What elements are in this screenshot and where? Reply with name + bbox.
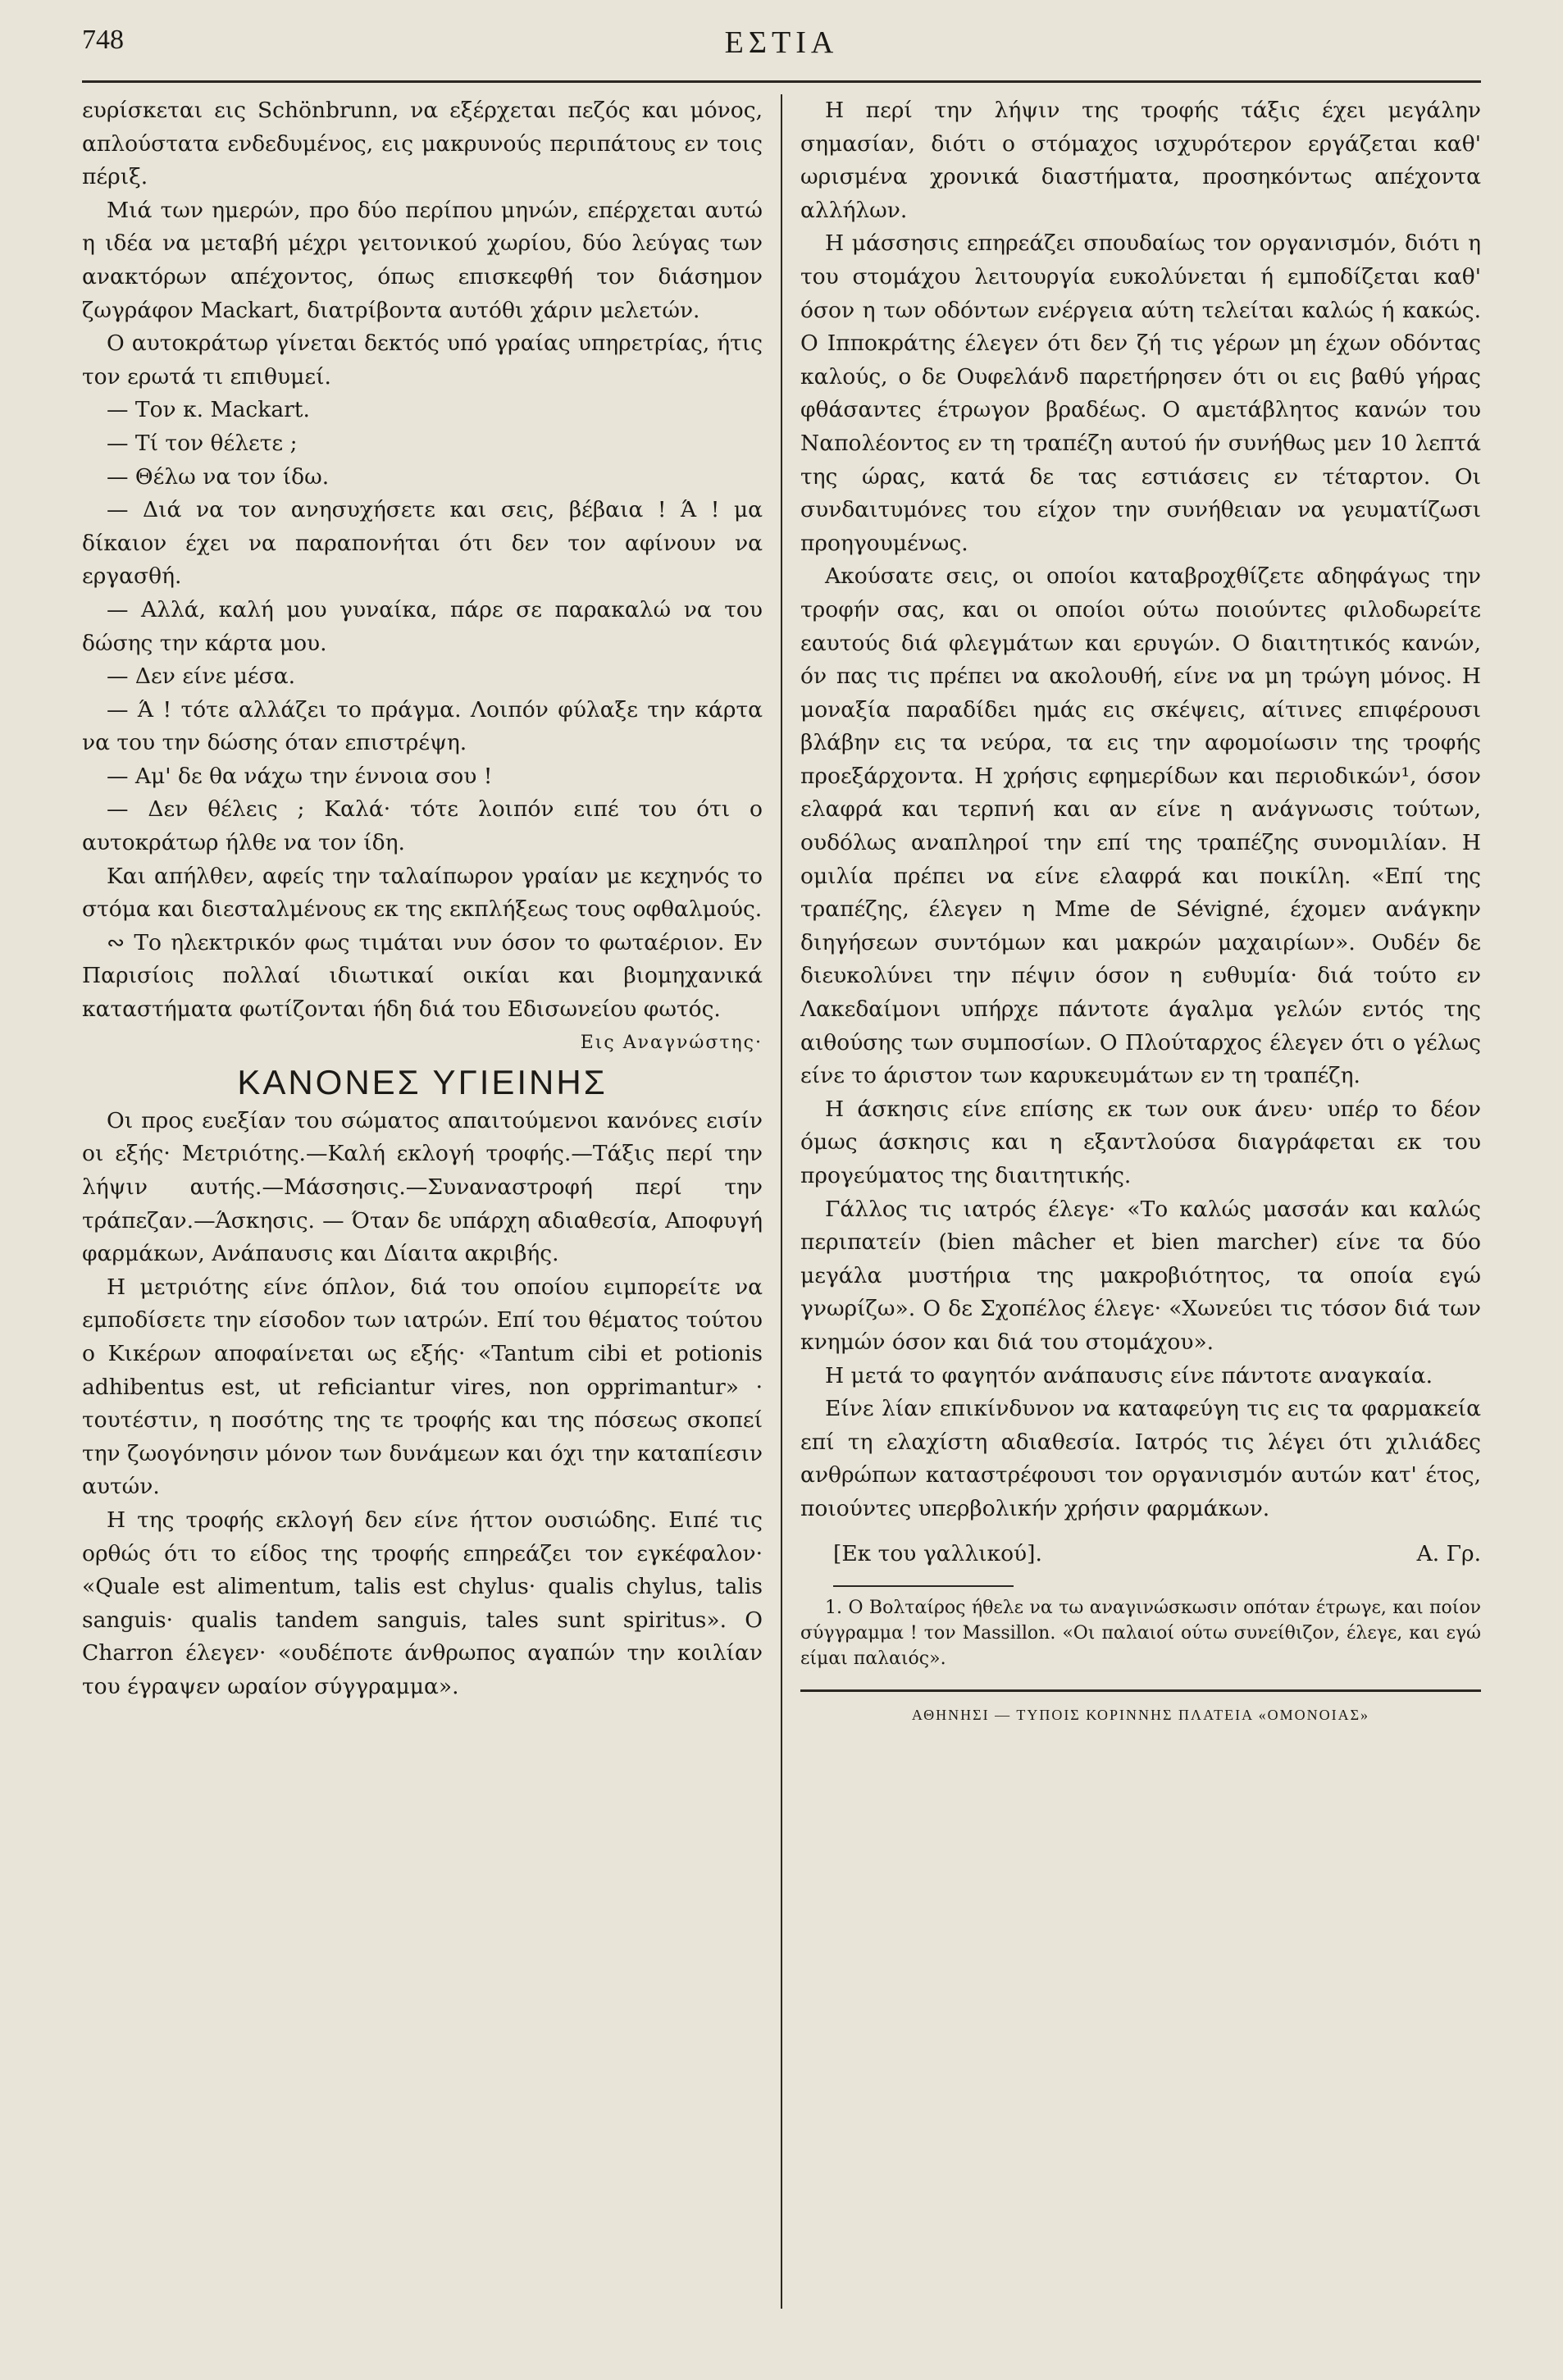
dialogue-line: — Τον κ. Mackart.	[107, 397, 310, 423]
paragraph: Η μετριότης είνε όπλον, διά του οποίου ειμπορείτε να εμποδίσετε την είσοδον των ιατρών. Επί του θέματος τούτου ο Κικέρων αποφαίνεται ως εξής· «Tantum cibi et potionis adhibentus est, ut reficiantur vires, non opprimantur» · τουτέστιν, η ποσότης της τε τροφής και της πόσεως σκοπεί την ζωογόνησιν μόνον των δυνάμεων και όχι την καταπίεσιν αυτών.	[82, 1274, 763, 1500]
right-column	[800, 94, 1481, 1732]
footnote-rule	[833, 1585, 1014, 1587]
signature: Εις Αναγνώστης·	[580, 1032, 763, 1053]
paragraph: Ο αυτοκράτωρ γίνεται δεκτός υπό γραίας υπηρετρίας, ήτις τον ερωτά τι επιθυμεί.	[82, 331, 763, 390]
paragraph: Η μάσσησις επηρεάζει σπουδαίως τον οργανισμόν, διότι η του στομάχου λειτουργία ευκολύνεται ή εμποδίζεται καθ' όσον η των οδόντων ενέργεια αύτη τελείται καλώς ή κακώς. Ο Ιπποκράτης έλεγεν ότι δεν ζή τις γέρων μη έχων οδόντας καλούς, ο δε Ουφελάνδ παρετήρησεν ότι οι εις βαθύ γήρας φθάσαντες έτρωγον βραδέως. Ο αμετάβλητος κανών του Ναπολέοντος εν τη τραπέζη αυτού ήν συνήθως μεν 10 λεπτά της ώρας, κατά δε τας εστιάσεις εν τέταρτον. Οι συνδαιτυμόνες του είχον την συνήθειαν να γευματίζωσι προηγουμένως.	[800, 230, 1481, 556]
text-columns	[82, 94, 1481, 1732]
paragraph: Και απήλθεν, αφείς την ταλαίπωρον γραίαν με κεχηνός το στόμα και διεσταλμένους εκ της εκπλήξεως τους οφθαλμούς.	[82, 863, 763, 923]
dialogue-line: — Θέλω να τον ίδω.	[107, 463, 330, 490]
left-column	[82, 94, 763, 1732]
running-title: ΕΣΤΙΑ	[724, 25, 839, 60]
paragraph: Η της τροφής εκλογή δεν είνε ήττον ουσιώδης. Ειπέ τις ορθώς ότι το είδος της τροφής επηρεάζει τον εγκέφαλον· «Quale est alimentum, talis est chylus· qualis chylus, talis sanguis· qualis tandem sanguis, tales sunt spiritus». Ο Charron έλεγεν· «ουδέποτε άνθρωπος αγαπών την κοιλίαν του έγραψεν ωραίον σύγγραμμα».	[82, 1507, 763, 1699]
source-note: [Εκ του γαλλικού].	[833, 1540, 1042, 1566]
author-initials: Α. Γρ.	[1416, 1540, 1481, 1566]
dialogue-line: — Τί τον θέλετε ;	[107, 430, 298, 456]
paragraph: ευρίσκεται εις Schönbrunn, να εξέρχεται πεζός και μόνος, απλούστατα ενδεδυμένος, εις μακρυνούς περιπάτους εν τοις πέριξ.	[82, 98, 763, 190]
news-item: ∾ Το ηλεκτρικόν φως τιμάται νυν όσον το φωταέριον. Εν Παρισίοις πολλαί ιδιωτικαί οικίαι και βιομηχανικά καταστήματα φωτίζονται ήδη διά του Εδισωνείου φωτός.	[82, 929, 763, 1023]
header-rule	[82, 80, 1481, 83]
paragraph: Γάλλος τις ιατρός έλεγε· «Το καλώς μασσάν και καλώς περιπατείν (bien mâcher et bien marcher) είνε τα δύο μεγάλα μυστήρια της μακροβιότητος, τα οποία εγώ γνωρίζω». Ο δε Σχοπέλος έλεγε· «Χωνεύει τις τόσον διά των κνημών όσον και διά του στομάχου».	[800, 1196, 1481, 1355]
dialogue-line: — Ά ! τότε αλλάζει το πράγμα. Λοιπόν φύλαξε την κάρτα να του την δώσης όταν επιστρέψη.	[82, 696, 763, 756]
paragraph: Η μετά το φαγητόν ανάπαυσις είνε πάντοτε αναγκαία.	[825, 1362, 1433, 1388]
dialogue-line: — Δεν είνε μέσα.	[107, 663, 296, 690]
source-line	[800, 1538, 1481, 1571]
paragraph: Η περί την λήψιν της τροφής τάξις έχει μεγάλην σημασίαν, διότι ο στόμαχος ισχυρότερον εργάζεται καθ' ωρισμένα χρονικά διαστήματα, προσηκόντως απέχοντα αλλήλων.	[800, 98, 1481, 223]
dialogue-line: — Διά να τον ανησυχήσετε και σεις, βέβαια ! Ά ! μα δίκαιον έχει να παραπονήται ότι δεν τον αφίνουν να εργασθή.	[82, 497, 763, 590]
footnote: 1. Ο Βολταίρος ήθελε να τω αναγινώσκωσιν οπόταν έτρωγε, και ποίον σύγγραμμα ! τον Massillon. «Οι παλαιοί ούτω συνείθιζον, έλεγε, και εγώ είμαι παλαιός».	[800, 1598, 1481, 1670]
dialogue-line: — Αμ' δε θα νάχω την έννοια σου !	[107, 763, 493, 789]
imprint-rule	[800, 1689, 1481, 1692]
paragraph: Μιά των ημερών, προ δύο περίπου μηνών, επέρχεται αυτώ η ιδέα να μεταβή μέχρι γειτονικού χωρίου, δύο λεύγας των ανακτόρων απέχοντος, όπως επισκεφθή τον διάσημον ζωγράφον Mackart, διατρίβοντα αυτόθι χάριν μελετών.	[82, 197, 763, 323]
paragraph: Είνε λίαν επικίνδυνον να καταφεύγη τις εις τα φαρμακεία επί τη ελαχίστη αδιαθεσία. Ιατρός τις λέγει ότι χιλιάδες ανθρώπων καταστρέφουσι τον οργανισμόν αυτών κατ' έτος, ποιούντες υπερβολικήν χρήσιν φαρμάκων.	[800, 1396, 1481, 1521]
column-divider	[781, 94, 782, 2309]
dialogue-line: — Δεν θέλεις ; Καλά· τότε λοιπόν ειπέ του ότι ο αυτοκράτωρ ήλθε να τον ίδη.	[82, 796, 763, 856]
paragraph: Η άσκησις είνε επίσης εκ των ουκ άνευ· υπέρ το δέον όμως άσκησις και η εξαντλούσα διαγράφεται εκ του προγεύματος της διαιτητικής.	[800, 1096, 1481, 1188]
page-number: 748	[82, 25, 124, 55]
paragraph: Οι προς ευεξίαν του σώματος απαιτούμενοι κανόνες εισίν οι εξής· Μετριότης.—Καλή εκλογή τροφής.—Τάξις περί την λήψιν αυτής.—Μάσσησις.—Συναναστροφή περί την τράπεζαν.—Άσκησις. — Όταν δε υπάρχη αδιαθεσία, Αποφυγή φαρμάκων, Ανάπαυσις και Δίαιτα ακριβής.	[82, 1107, 763, 1267]
paragraph: Ακούσατε σεις, οι οποίοι καταβροχθίζετε αδηφάγως την τροφήν σας, και οι οποίοι ούτω ποιούντες φιλοδωρείτε εαυτούς διά φλεγμάτων και ερυγών. Ο διαιτητικός κανών, όν πας τις πρέπει να ακολουθή, είνε να μη τρώγη μόνος. Η μοναξία παραδίδει ημάς εις σκέψεις, αίτινες επιφέρουσι βλάβην εις τα νεύρα, τα εις την αφομοίωσιν της τροφής προεξάρχοντα. Η χρήσις εφημερίδων και περιοδικών¹, όσον ελαφρά και τερπνή και αν είνε η ανάγνωσις τούτων, ουδόλως αναπληροί την επί της τραπέζης συνομιλίαν. Η ομιλία πρέπει να είνε ελαφρά και ποικίλη. «Επί της τραπέζης, έλεγεν η Mme de Sévigné, έχομεν ανάγκην διηγήσεων συντόμων και μακρών μαχαιρίων». Ουδέν δε διευκολύνει την πέψιν όσον η ευθυμία· διά τούτο εν Λακεδαίμονι υπήρχε πάντοτε άγαλμα γελών εντός της αιθούσης των συμποσίων. Ο Πλούταρχος έλεγεν ότι ο γέλως είνε το άριστον των καρυκευμάτων εν τη τραπέζη.	[800, 563, 1481, 1089]
section-heading: ΚΑΝΟΝΕΣ ΥΓΙΕΙΝΗΣ	[237, 1063, 608, 1102]
dialogue-line: — Αλλά, καλή μου γυναίκα, πάρε σε παρακαλώ να του δώσης την κάρτα μου.	[82, 596, 763, 656]
page-header	[82, 25, 1481, 75]
printer-imprint: ΑΘΗΝΗΣΙ — ΤΥΠΟΙΣ ΚΟΡΙΝΝΗΣ ΠΛΑΤΕΙΑ «ΟΜΟΝΟΙΑΣ»	[911, 1707, 1370, 1724]
